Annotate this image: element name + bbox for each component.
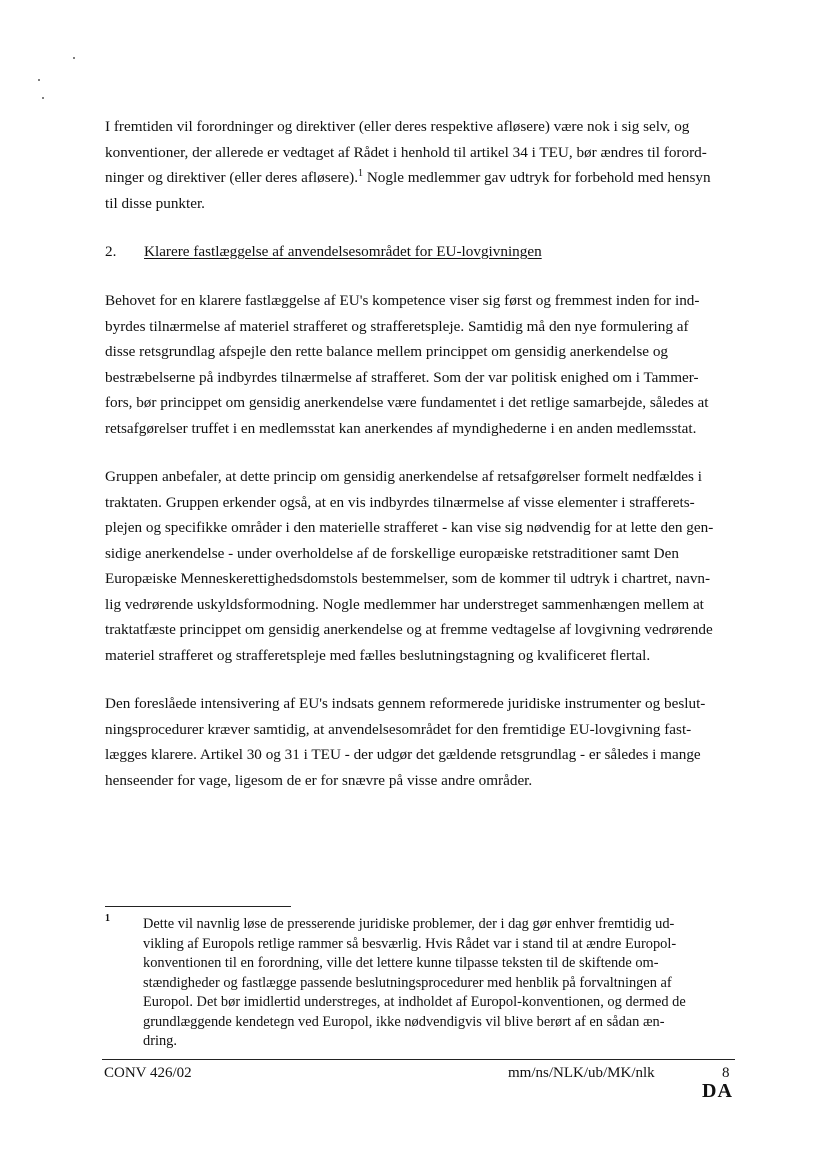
paragraph-line: Den foreslåede intensivering af EU's indsats gennem reformerede juridiske instrumenter og beslut- [105,695,706,712]
section-number: 2. [105,243,117,260]
document-reference: CONV 426/02 [104,1065,192,1081]
scan-speck [42,97,44,99]
paragraph-line: Europæiske Menneskerettighedsdomstols bestemmelser, som de kommer til udtryk i chartret, navn- [105,570,711,587]
paragraph-line-end: Nogle medlemmer gav udtryk for forbehold med hensyn [363,169,711,186]
paragraph-line: til disse punkter. [105,194,205,212]
page-number: 8 [722,1065,730,1081]
paragraph-line: Behovet for en klarere fastlæggelse af EU's kompetence viser sig først og fremmest inden for ind- [105,292,700,309]
paragraph-line: konventioner, der allerede er vedtaget af Rådet i henhold til artikel 34 i TEU, bør ændres til forord- [105,143,707,161]
paragraph-line: disse retsgrundlag afspejle den rette balance mellem princippet om gensidig anerkendelse og [105,343,669,360]
paragraph-line: traktaten. Gruppen erkender også, at en vis indbyrdes tilnærmelse af visse elementer i strafferets- [105,493,695,511]
paragraph-3 [105,464,737,668]
footnote-line: Dette vil navnlig løse de presserende juridiske problemer, der i dag gør enhver fremtidig ud- [143,916,675,932]
section-title: Klarere fastlæggelse af anvendelsesområdet for EU-lovgivningen [144,243,542,260]
paragraph-line: bestræbelserne på indbyrdes tilnærmelse af strafferet. Som der var politisk enighed om i Tammer- [105,368,699,386]
paragraph-line: lig vedrørende uskyldsformodning. Nogle medlemmer har understreget sammenhængen mellem at [105,595,704,613]
paragraph-line: Gruppen anbefaler, at dette princip om gensidig anerkendelse af retsafgørelser formelt nedfældes i [105,468,702,485]
paragraph-line: lægges klarere. Artikel 30 og 31 i TEU - der udgør det gældende retsgrundlag - er således i mange [105,746,701,763]
footnote-line: vikling af Europols retlige rammer så besværlig. Hvis Rådet var i stand til at ændre Europol- [143,935,677,952]
footnote-line: konventionen til en forordning, ville det lettere kunne tilpasse teksten til de skiftende om- [143,955,659,971]
footnote-line: Europol. Det bør imidlertid understreges, at indholdet af Europol-konventionen, og dermed de [143,994,686,1010]
footnote-reference[interactable]: 1 [358,168,364,179]
footnote-line: grundlæggende kendetegn ved Europol, ikke nødvendigvis vil blive berørt af en sådan æn- [143,1013,665,1030]
footnote-line: stændigheder og fastlægge passende beslutningsprocedurer med henblik på forvaltningen af [143,974,672,991]
footnote-mark: 1 [105,913,110,924]
footer-separator [102,1059,735,1060]
paragraph-4 [105,691,737,793]
paragraph-line: traktatfæste princippet om gensidig anerkendelse og at fremme vedtagelse af lovgivning vedrørende [105,621,713,638]
paragraph-2 [105,288,737,441]
footnote-text [143,915,738,1052]
paragraph-line: fors, bør princippet om gensidig anerkendelse være fundamentet i det retlige samarbejde, således at [105,394,709,411]
paragraph-line: henseender for vage, ligesom de er for snævre på visse andre områder. [105,771,533,789]
footnote-separator [105,906,291,907]
language-code: DA [702,1080,733,1102]
paragraph-line [105,165,737,191]
paragraph-line: byrdes tilnærmelse af materiel strafferet og strafferetspleje. Samtidig må den nye formulering af [105,317,689,335]
paragraph-line: I fremtiden vil forordninger og direktiver (eller deres respektive afløsere) være nok i sig selv, og [105,118,690,135]
scan-speck [73,57,75,59]
author-code: mm/ns/NLK/ub/MK/nlk [508,1065,655,1081]
paragraph-line: retsafgørelser truffet i en medlemsstat kan anerkendes af myndighederne i en anden medlemsstat. [105,419,697,437]
footnote-line: dring. [143,1033,177,1049]
paragraph-line: ningsprocedurer kræver samtidig, at anvendelsesområdet for den fremtidige EU-lovgivning fast- [105,720,692,738]
paragraph-line: plejen og specifikke områder i den materielle strafferet - kan vise sig nødvendig for at lette den gen- [105,519,714,536]
paragraph-line: materiel strafferet og strafferetspleje med fælles beslutningstagning og kvalificeret flertal. [105,646,651,664]
paragraph-line: sidige anerkendelse - under overholdelse af de forskellige europæiske retstraditioner samt Den [105,544,679,562]
section-heading [105,241,542,263]
scan-speck [38,79,40,81]
paragraph-line-start: ninger og direktiver (eller deres afløsere). [105,169,359,186]
paragraph-1 [105,114,737,216]
